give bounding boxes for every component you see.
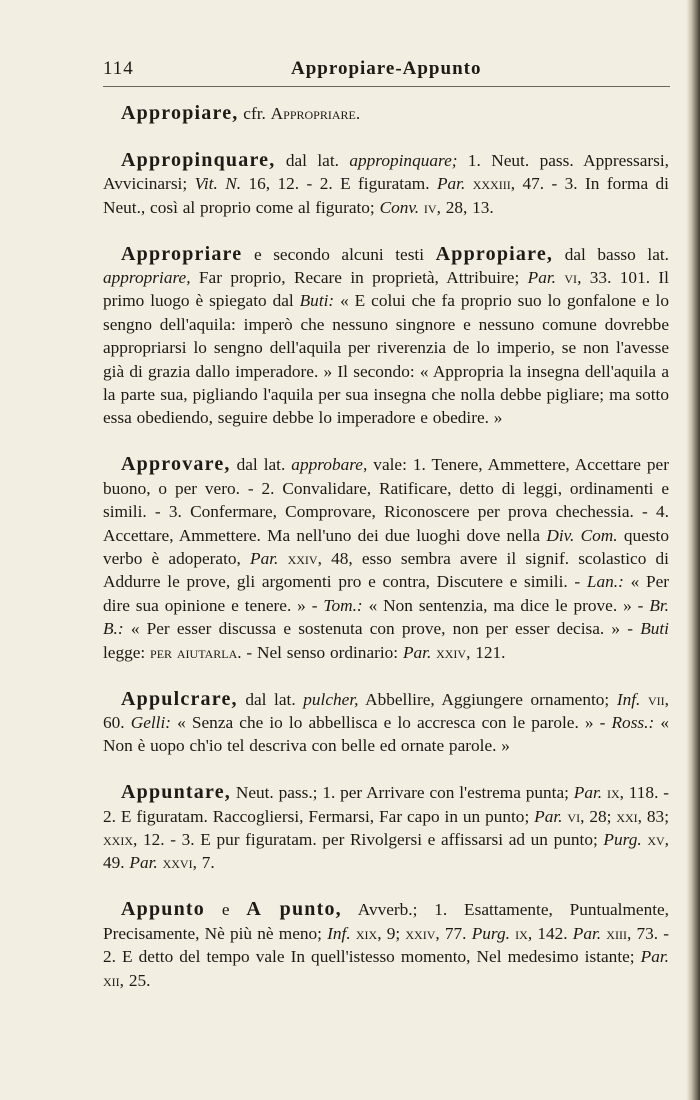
entry-text: Avverb.; 1. Esattamente, Puntualmente, Precisamente, Nè più nè meno; (103, 900, 670, 943)
citation: Par. (534, 806, 563, 826)
entry-text: , 33. 101. Il primo luogo è spiegato dal (103, 268, 669, 311)
headword: Appunto (121, 898, 205, 921)
citation: Par. (402, 642, 432, 662)
header-rule (103, 86, 670, 87)
dictionary-entry (103, 453, 669, 664)
entry-text: , 12. - 3. E pur figuratam. per Rivolgersi e affissarsi ad un punto; (133, 830, 604, 850)
citation: Vit. N. (194, 174, 242, 194)
entry-text: 16, 12. - 2. E figuratam. (241, 174, 437, 194)
entry-text: . - Nel senso ordinario: (237, 642, 403, 662)
entry-text: « E colui che fa proprio suo lo gonfalone e lo sengno dell'aquila: imperò che nessuno singnore e nessuno comune dovrebbe appropriarsi lo sengno dell'aquila per riverenzia de lo imperio, se non l'avesse già di grazia dallo imperadore. » Il secondo: « Appropria la insegna dell'aquila a la parte sua, pigliando l'aquila per sua insegna che nolla debbe pigliare; ma sotto essa obediendo, seguire debbe lo imperadore e obedire. » (103, 291, 669, 428)
entry-text: « Non sentenzia, ma dice le prove. » - (362, 595, 650, 615)
entry-text: dal lat. (275, 150, 350, 170)
etymology: pulcher, (303, 689, 359, 709)
running-title: Appropiare-Appunto (291, 58, 482, 79)
entry-text: , 47. - 3. In forma di Neut., così al proprio come al figurato; (103, 174, 669, 217)
small-caps-text: xxiv (405, 923, 436, 943)
small-caps-text: xxiv (436, 642, 467, 662)
entry-text: e (205, 900, 247, 920)
etymology: appropriare, (103, 268, 191, 288)
entry-text (278, 549, 287, 568)
entry-text: , 9; (377, 923, 406, 943)
entry-text: , 83; (637, 806, 669, 826)
citation: Par. (640, 947, 669, 967)
headword: Appulcrare, (121, 687, 238, 710)
dictionary-entry (103, 102, 669, 125)
headword: Appropiare, (435, 242, 554, 265)
small-caps-text: xv (647, 830, 665, 850)
entry-text: « Per dire sua opinione e tenere. » - (103, 572, 669, 615)
citation: Buti: (299, 291, 335, 311)
citation: Inf. (327, 923, 351, 943)
small-caps-text: xii (103, 970, 120, 990)
headword: Approvare, (121, 453, 231, 476)
page-edge-shadow (686, 0, 700, 1100)
headword: Appropinquare, (121, 148, 276, 171)
citation: Div. Com. (546, 525, 618, 545)
small-caps-text: xiii (606, 923, 627, 943)
small-caps-text: xxix (103, 830, 133, 850)
entry-text: 1. Neut. pass. Appressarsi, Avvicinarsi; (103, 150, 669, 194)
entry-text: e secondo alcuni testi (242, 244, 436, 264)
headword: Appropiare, (121, 102, 239, 124)
dictionary-entry (103, 243, 669, 430)
running-header (103, 58, 670, 82)
citation: Conv. (379, 197, 420, 217)
entry-text (465, 174, 472, 193)
entry-text: « Per esser discussa e sostenuta con prove, non per esser decisa. » - (123, 619, 641, 639)
dictionary-entry (103, 149, 669, 219)
headword: Appropriare (121, 242, 243, 265)
entry-text: Far proprio, Recare in proprietà, Attribuire; (190, 268, 528, 288)
entry-text: dal basso lat. (553, 244, 669, 264)
small-caps-text: xxvi (162, 853, 193, 873)
etymology: appropinquare; (349, 150, 458, 170)
entry-text: dal lat. (230, 455, 292, 475)
entry-text: « Non è uopo ch'io tel descriva con belle ed ornate parole. » (103, 712, 669, 756)
dictionary-entry (103, 898, 669, 992)
entry-text: , 77. (435, 923, 472, 943)
entry-text: , 28; (580, 806, 617, 826)
entry-text: , 142. (527, 923, 573, 943)
small-caps-text: xxiv (287, 549, 318, 568)
citation: Lan.: (586, 572, 624, 592)
citation: Inf. (616, 689, 641, 709)
entry-text: legge: (103, 642, 151, 662)
citation: Par. (250, 549, 279, 568)
entry-text: , 60. (103, 689, 669, 732)
small-caps-text: vii (647, 689, 665, 709)
citation: Par. (572, 923, 602, 943)
citation: Buti (640, 619, 669, 639)
small-caps-text: per aiutarla (150, 642, 238, 662)
dictionary-entry (103, 688, 669, 758)
entry-text: « Senza che io lo abbellisca e lo accresca con le parole. » - (171, 712, 612, 732)
small-caps-text: vi (564, 268, 578, 288)
entry-text: questo verbo è adoperato, (103, 525, 669, 568)
citation: Par. (436, 174, 466, 194)
entry-text: dal lat. (237, 689, 304, 709)
citation: Tom.: (323, 595, 363, 615)
small-caps-text: Appropriare (270, 104, 356, 123)
small-caps-text: ix (515, 923, 528, 943)
small-caps-text: xxxiii (472, 174, 511, 194)
small-caps-text: xxi (616, 806, 638, 826)
entry-text: , 73. - 2. E detto del tempo vale In quell'istesso momento, Nel medesimo istante; (103, 923, 670, 967)
entry-text: , 49. (103, 830, 669, 873)
citation: Par. (527, 268, 556, 288)
small-caps-text: iv (423, 197, 437, 217)
entry-text: vale: 1. Tenere, Ammettere, Accettare per buono, o per vero. - 2. Convalidare, Ratificare, detto di leggi, ordinamenti e simili. - 3. Confermare, Comprovare, Riconoscere per prova chechessia. - 4. Accettare, Ammettere. Ma nell'uno dei due luoghi dove nella (103, 455, 669, 545)
entry-text: cfr. (238, 104, 271, 123)
citation: Br. B.: (103, 595, 669, 639)
entry-text: , 7. (192, 853, 215, 873)
small-caps-text: vi (567, 806, 581, 826)
citation: Gelli: (130, 712, 172, 732)
entry-text: , 48, esso sembra avere il signif. scolastico di Addurre le prove, gli argomenti pro e contra, Discutere e simili. - (103, 549, 669, 592)
citation: Purg. (603, 830, 642, 850)
entry-text: , 25. (119, 970, 151, 990)
small-caps-text: ix (606, 783, 620, 803)
entry-text: . (355, 104, 361, 123)
citation: Purg. (471, 923, 510, 943)
citation: Par. (129, 853, 158, 873)
dictionary-entry (103, 781, 669, 875)
page-number: 114 (103, 58, 134, 79)
entry-text: , 118. - 2. E figuratam. Raccogliersi, Fermarsi, Far capo in un punto; (103, 783, 669, 826)
headword: A punto, (246, 898, 342, 921)
dictionary-entries (103, 102, 669, 1016)
etymology: approbare, (291, 455, 368, 475)
entry-text: , 121. (466, 642, 506, 662)
citation: Par. (573, 783, 603, 803)
citation: Ross.: (611, 712, 655, 732)
small-caps-text: xix (355, 923, 378, 943)
entry-text: Neut. pass.; 1. per Arrivare con l'estrema punta; (231, 783, 574, 803)
headword: Appuntare, (121, 781, 231, 804)
entry-text (640, 690, 648, 709)
entry-text: , 28, 13. (436, 197, 494, 217)
entry-text: Abbellire, Aggiungere ornamento; (358, 689, 617, 709)
